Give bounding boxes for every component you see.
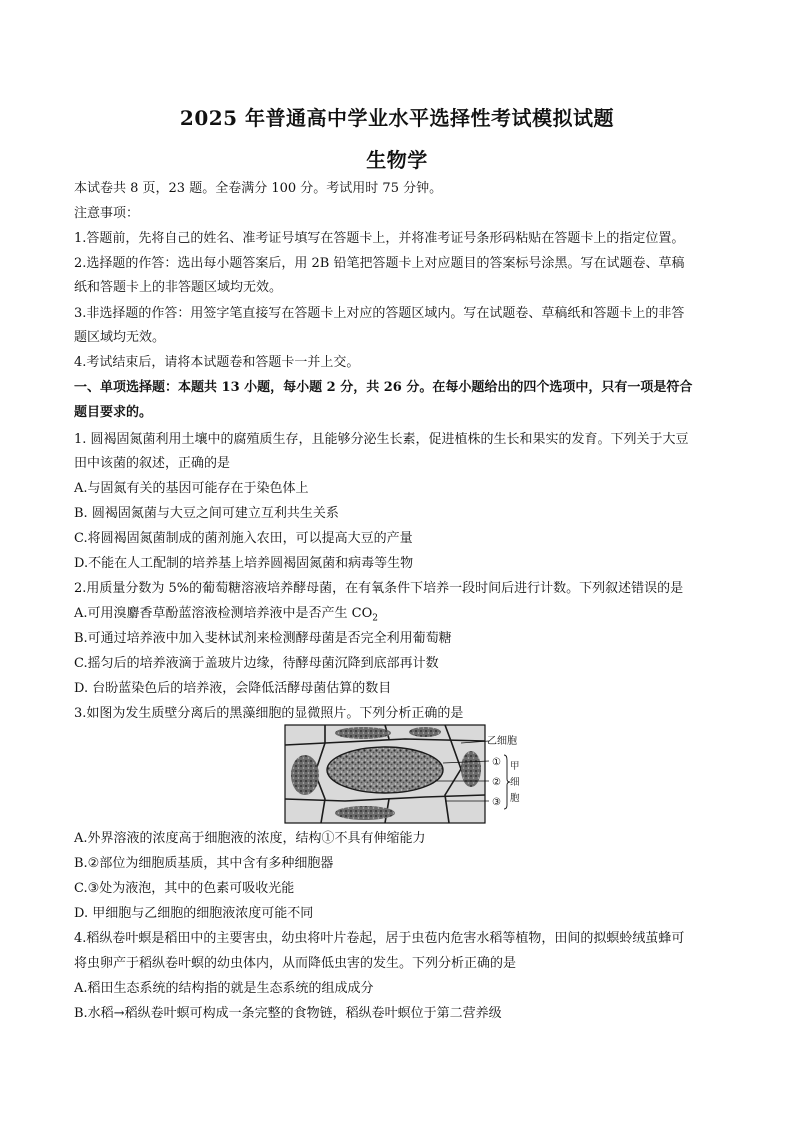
upper-cell-protoplast [335,727,391,739]
q4-stem: 4.稻纵卷叶螟是稻田中的主要害虫，幼虫将叶片卷起，居于虫苞内危害水稻等植物，田间的拟螟蛉绒茧蜂可 [74,931,685,946]
label-cell-a-1: 甲 [510,761,520,772]
micrograph-svg [285,725,520,823]
lower-cell-protoplast [291,755,319,795]
q3-option-b: B.②部位为细胞质基质，其中含有多种细胞器 [74,856,334,871]
q3-option-c: C.③处为液泡，其中的色素可吸收光能 [74,881,295,896]
notice-title: 注意事项： [74,206,140,221]
q3-stem: 3.如图为发生质壁分离后的黑藻细胞的显微照片。下列分析正确的是 [74,706,464,721]
notice-item: 4.考试结束后，请将本试题卷和答题卡一并上交。 [74,355,360,370]
q1-option-b: B. 圆褐固氮菌与大豆之间可建立互利共生关系 [74,506,339,521]
exam-title: 2025 年普通高中学业水平选择性考试模拟试题 [179,106,615,130]
q2-option-c: C.摇匀后的培养液滴于盖玻片边缘，待酵母菌沉降到底部再计数 [74,656,439,671]
q3-option-d: D. 甲细胞与乙细胞的细胞液浓度可能不同 [74,906,314,921]
q1-stem-cont: 田中该菌的叙述，正确的是 [74,456,231,471]
central-cell-protoplast [327,747,443,793]
notice-item: 1.答题前，先将自己的姓名、准考证号填写在答题卡上，并将准考证号条形码粘贴在答题卡上的指定位置。 [74,231,685,246]
q2-option-a-text: A.可用溴麝香草酚蓝溶液检测培养液中是否产生 CO [74,606,373,621]
q4-option-a: A.稻田生态系统的结构指的就是生态系统的组成成分 [74,981,374,996]
marker-3: ③ [492,797,501,808]
q4-option-b: B.水稻→稻纵卷叶螟可构成一条完整的食物链，稻纵卷叶螟位于第二营养级 [74,1006,502,1021]
right-cell-protoplast [461,751,481,787]
label-cell-a-3: 胞 [510,793,520,804]
q2-option-b: B.可通过培养液中加入斐林试剂来检测酵母菌是否完全利用葡萄糖 [74,631,452,646]
notice-item: 题区域均无效。 [74,330,166,345]
lower-cell-protoplast [335,806,395,820]
label-cell-a-2: 细 [510,777,520,788]
subject-title: 生物学 [366,148,428,172]
q2-option-a-subscript: 2 [372,613,378,624]
q1-option-d: D.不能在人工配制的培养基上培养圆褐固氮菌和病毒等生物 [74,556,414,571]
q2-option-d: D. 台盼蓝染色后的培养液，会降低活酵母菌估算的数目 [74,681,392,696]
marker-1: ① [492,757,501,768]
q1-stem: 1. 圆褐固氮菌利用土壤中的腐殖质生存，且能够分泌生长素，促进植株的生长和果实的发育。下列关于大豆 [74,432,689,447]
marker-2: ② [492,777,501,788]
section-heading-cont: 题目要求的。 [74,405,153,420]
label-cell-b: 乙细胞 [487,736,517,747]
section-heading: 一、单项选择题：本题共 13 小题，每小题 2 分，共 26 分。在每小题给出的四个选项中，只有一项是符合 [74,380,693,395]
upper-cell-protoplast [409,727,441,737]
notice-item: 纸和答题卡上的非答题区域均无效。 [74,280,283,295]
q1-option-a: A.与固氮有关的基因可能存在于染色体上 [74,481,309,496]
q2-option-a [74,606,378,627]
q1-option-c: C.将圆褐固氮菌制成的菌剂施入农田，可以提高大豆的产量 [74,531,413,546]
notice-item: 2.选择题的作答：选出每小题答案后，用 2B 铅笔把答题卡上对应题目的答案标号涂黑。写在试题卷、草稿 [74,256,685,271]
q2-stem: 2.用质量分数为 5%的葡萄糖溶液培养酵母菌，在有氧条件下培养一段时间后进行计数。下列叙述错误的是 [74,581,684,596]
q4-stem-cont: 将虫卵产于稻纵卷叶螟的幼虫体内，从而降低虫害的发生。下列分析正确的是 [74,956,517,971]
exam-summary: 本试卷共 8 页，23 题。全卷满分 100 分。考试用时 75 分钟。 [74,181,443,196]
notice-item: 3.非选择题的作答：用签字笔直接写在答题卡上对应的答题区域内。写在试题卷、草稿纸和答题卡上的非答 [74,306,685,321]
q3-option-a: A.外界溶液的浓度高于细胞液的浓度，结构①不具有伸缩能力 [74,831,426,846]
cell-micrograph-figure [285,725,520,823]
